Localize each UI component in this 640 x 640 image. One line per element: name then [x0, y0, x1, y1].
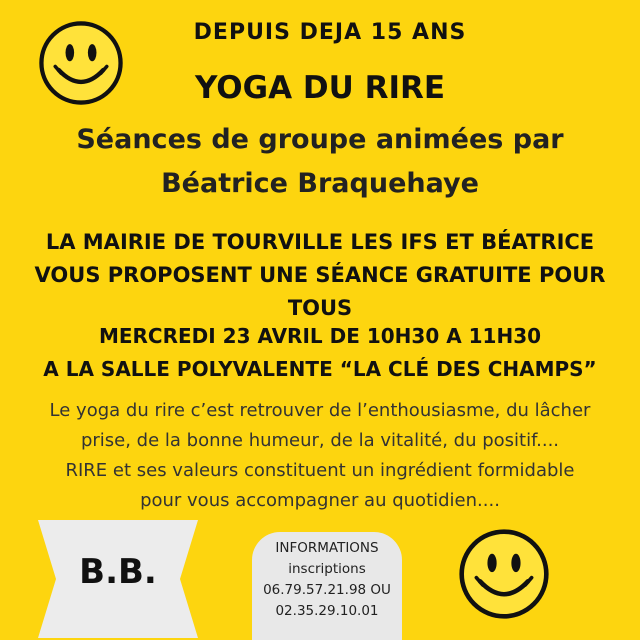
phone-number: 02.35.29.10.01 — [275, 603, 379, 619]
page-title: YOGA DU RIRE — [194, 70, 446, 106]
phone-number: 06.79.57.21.98 OU — [263, 582, 391, 598]
subtitle-line: Béatrice Braquehaye — [161, 168, 479, 199]
badge-initials: B.B. — [79, 552, 157, 592]
tagline: DEPUIS DEJA 15 ANS — [193, 20, 467, 45]
description — [10, 396, 630, 516]
description-line: prise, de la bonne humeur, de la vitalité, du positif.... — [80, 430, 560, 451]
event-location: A LA SALLE POLYVALENTE “LA CLÉ DES CHAMPS” — [43, 357, 597, 381]
event-details — [0, 320, 640, 386]
announcement — [0, 226, 640, 325]
info-text — [252, 538, 402, 622]
description-line: RIRE et ses valeurs constituent un ingrédient formidable — [65, 460, 575, 481]
subtitle — [0, 118, 640, 206]
smiley-icon — [458, 528, 550, 620]
info-subheading: inscriptions — [288, 561, 366, 577]
description-line: pour vous accompagner au quotidien.... — [140, 490, 500, 511]
subtitle-line: Séances de groupe animées par — [76, 124, 564, 155]
info-heading: INFORMATIONS — [275, 540, 379, 556]
description-line: Le yoga du rire c’est retrouver de l’enthousiasme, du lâcher — [49, 400, 591, 421]
announcement-line: VOUS PROPOSENT UNE SÉANCE GRATUITE POUR — [34, 263, 606, 287]
event-date-time: MERCREDI 23 AVRIL DE 10H30 A 11H30 — [98, 324, 542, 348]
announcement-line: LA MAIRIE DE TOURVILLE LES IFS ET BÉATRICE — [45, 230, 595, 254]
announcement-line: TOUS — [287, 296, 353, 320]
